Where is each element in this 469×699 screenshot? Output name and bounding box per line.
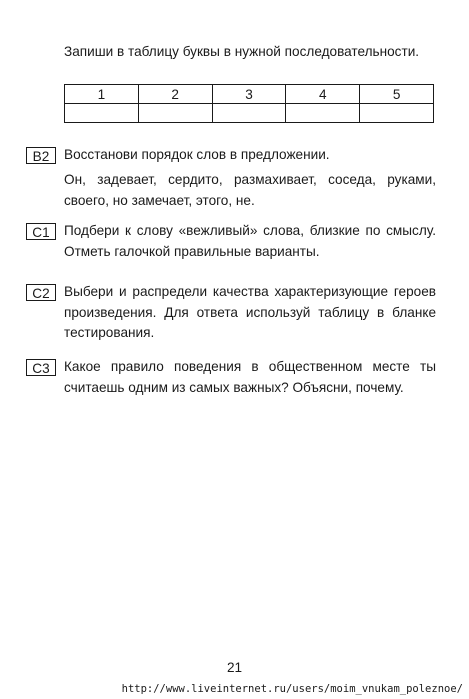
answer-table [64, 84, 434, 123]
answer-table-header: 2 [138, 85, 212, 104]
answer-table-header: 5 [360, 85, 434, 104]
task-label-c2: C2 [26, 284, 56, 301]
task-b2-text: Восстанови порядок слов в предложении. [64, 147, 330, 162]
task-label-b2: B2 [26, 147, 56, 164]
answer-table-header: 4 [286, 85, 360, 104]
answer-table-cell [138, 104, 212, 123]
answer-table-cell [286, 104, 360, 123]
answer-table-blank-row [65, 104, 434, 123]
answer-table-header: 1 [65, 85, 139, 104]
task-c3-text: Какое правило поведения в общественном месте ты считаешь одним из самых важных? Объясни, почему. [64, 359, 436, 395]
answer-table-cell [65, 104, 139, 123]
answer-table-header: 3 [212, 85, 286, 104]
task-c1-text: Подбери к слову «вежливый» слова, близкие по смыслу. Отметь галочкой правильные варианты. [64, 223, 436, 259]
task-b2-word-list: Он, задевает, сердито, размахивает, соседа, руками, своего, но замечает, этого, не. [64, 172, 436, 208]
footer-source-url: http://www.liveinternet.ru/users/moim_vnukam_poleznoe/ [121, 683, 463, 695]
task-label-c3: C3 [26, 359, 56, 376]
page-number: 21 [226, 660, 243, 675]
task-c2-text: Выбери и распредели качества характеризующие героев произведения. Для ответа используй таблицу в бланке тестирования. [64, 284, 436, 340]
answer-table-cell [212, 104, 286, 123]
answer-table-header-row [65, 85, 434, 104]
answer-table-cell [360, 104, 434, 123]
task-label-c1: C1 [26, 223, 56, 240]
intro-instruction: Запиши в таблицу буквы в нужной последовательности. [64, 44, 420, 59]
